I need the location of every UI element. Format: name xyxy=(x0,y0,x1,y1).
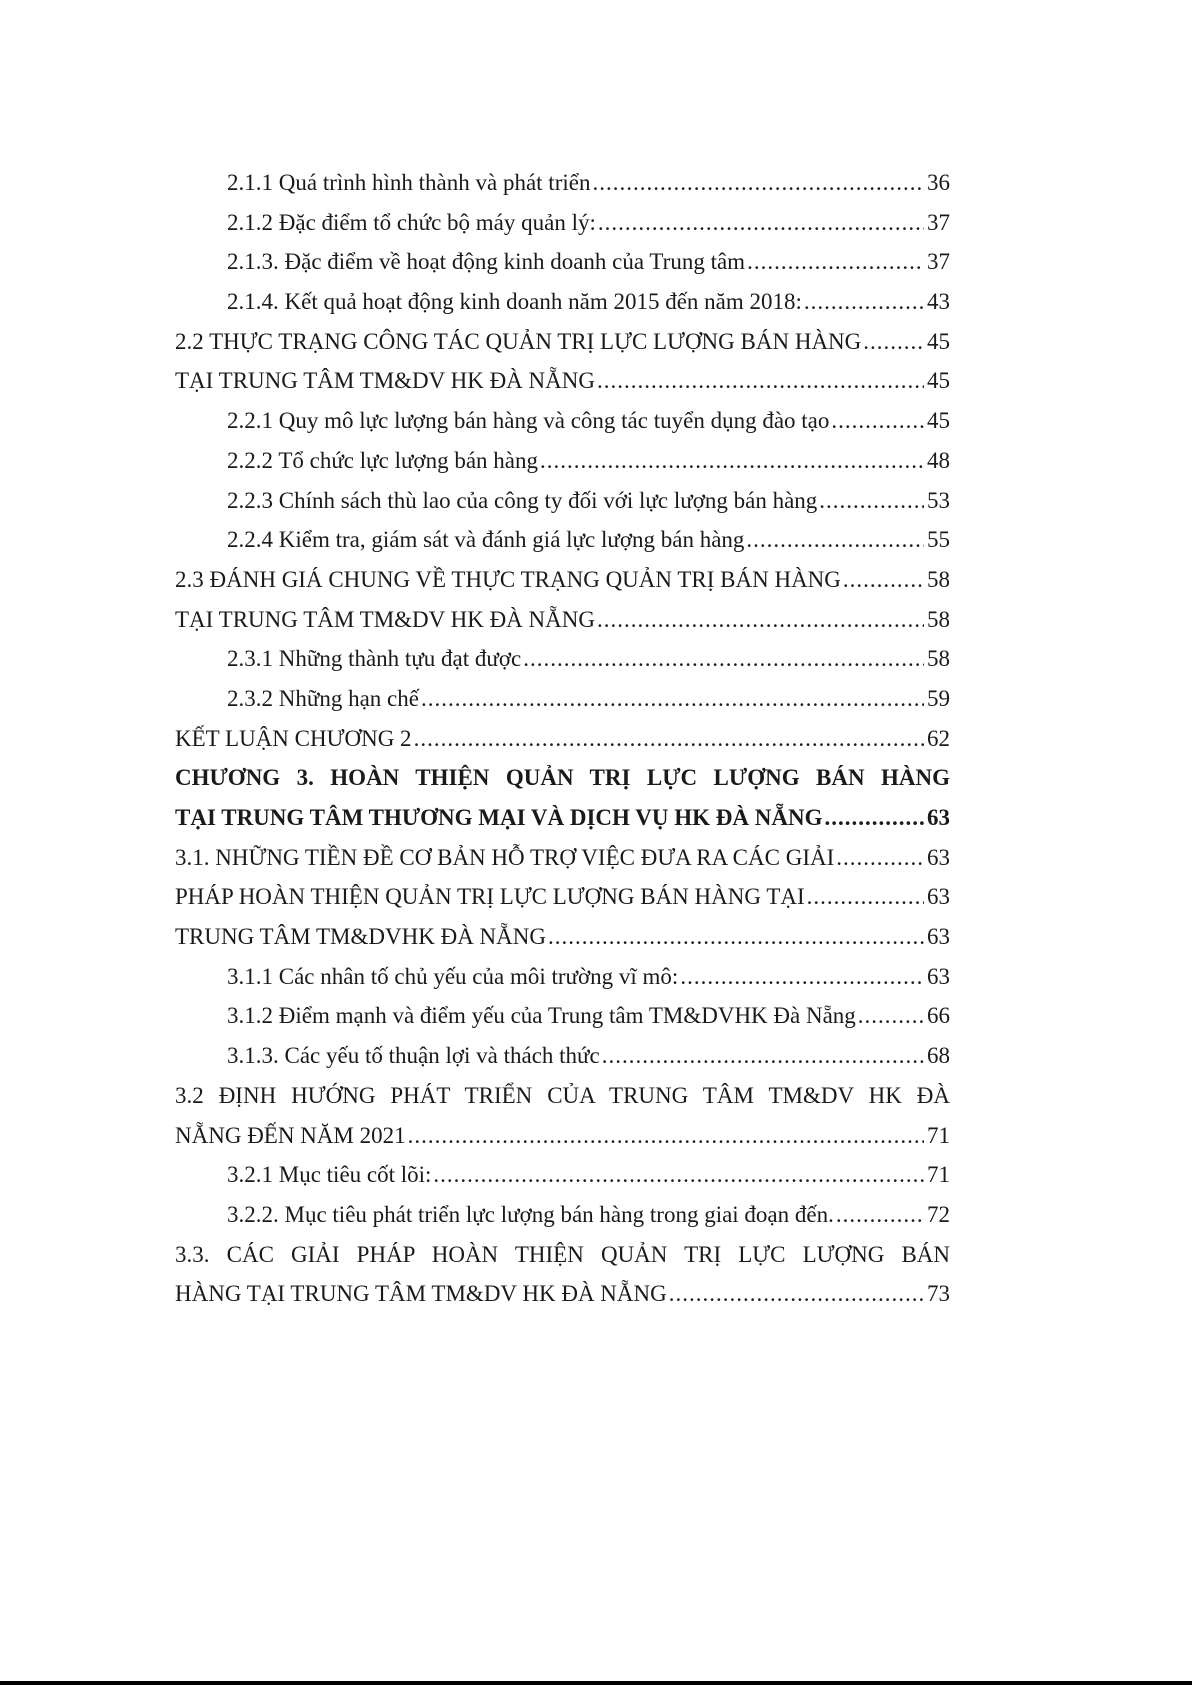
page-bottom-edge xyxy=(0,1681,1192,1685)
toc-entry xyxy=(175,368,950,408)
toc-entry-title: CHƯƠNG 3. HOÀN THIỆN QUẢN TRỊ LỰC LƯỢNG BÁN HÀNG xyxy=(175,765,950,791)
toc-entry xyxy=(175,329,950,369)
toc-entry xyxy=(175,1003,950,1043)
toc-entry-title: KẾT LUẬN CHƯƠNG 2 xyxy=(175,725,412,751)
toc-entry xyxy=(175,1123,950,1163)
toc-entry xyxy=(175,527,950,567)
toc-entry xyxy=(175,845,950,885)
dot-leader xyxy=(669,1281,924,1307)
dot-leader xyxy=(831,408,924,434)
dot-leader xyxy=(836,1202,924,1228)
toc-entry-page-number: 66 xyxy=(927,1003,950,1029)
toc-entry-page-number: 45 xyxy=(927,368,950,394)
dot-leader xyxy=(747,249,924,275)
dot-leader xyxy=(523,646,924,672)
dot-leader xyxy=(746,527,924,553)
toc-entry-title: 3.2.2. Mục tiêu phát triển lực lượng bán hàng trong giai đoạn đến. xyxy=(227,1201,834,1227)
toc-entry-page-number: 71 xyxy=(927,1162,950,1188)
dot-leader xyxy=(421,686,924,712)
toc-entry-title: 2.2.3 Chính sách thù lao của công ty đối với lực lượng bán hàng xyxy=(227,487,818,513)
toc-entry-page-number: 58 xyxy=(927,566,950,592)
toc-entry-title: 3.1.1 Các nhân tố chủ yếu của môi trường vĩ mô: xyxy=(227,963,679,989)
toc-entry-title: 2.2 THỰC TRẠNG CÔNG TÁC QUẢN TRỊ LỰC LƯỢNG BÁN HÀNG xyxy=(175,328,862,354)
toc-entry-title: TRUNG TÂM TM&DVHK ĐÀ NẴNG xyxy=(175,924,546,950)
dot-leader xyxy=(863,329,924,355)
toc-entry-page-number: 55 xyxy=(927,527,950,553)
toc-entry xyxy=(175,1202,950,1242)
toc-entry-title: 2.1.4. Kết quả hoạt động kinh doanh năm 2015 đến năm 2018: xyxy=(227,289,802,315)
dot-leader xyxy=(804,289,924,315)
toc-entry-title: 2.1.2 Đặc điểm tổ chức bộ máy quản lý: xyxy=(227,209,596,235)
toc-entry-page-number: 59 xyxy=(927,685,950,711)
toc-entry xyxy=(175,924,950,964)
toc-entry-page-number: 72 xyxy=(927,1201,950,1227)
toc-entry-page-number: 73 xyxy=(927,1281,950,1307)
toc-entry-title: TẠI TRUNG TÂM THƯƠNG MẠI VÀ DỊCH VỤ HK ĐÀ NẴNG xyxy=(175,805,823,830)
toc-entry xyxy=(175,1083,950,1123)
toc-entry-page-number: 37 xyxy=(927,249,950,275)
toc-entry xyxy=(175,210,950,250)
dot-leader xyxy=(408,1123,924,1149)
toc-entry xyxy=(175,607,950,647)
toc-entry-title: 2.1.1 Quá trình hình thành và phát triển xyxy=(227,170,591,195)
toc-entry-title: NẴNG ĐẾN NĂM 2021 xyxy=(175,1122,406,1148)
toc-entry-title: 2.3.2 Những hạn chế xyxy=(227,685,419,711)
toc-entry xyxy=(175,567,950,607)
dot-leader xyxy=(592,170,924,196)
toc-entry-title: 2.3.1 Những thành tựu đạt được xyxy=(227,646,522,672)
toc-entry xyxy=(175,765,950,805)
dot-leader xyxy=(433,1162,924,1188)
toc-entry xyxy=(175,646,950,686)
table-of-contents xyxy=(175,170,950,1321)
dot-leader xyxy=(597,368,924,394)
toc-entry xyxy=(175,964,950,1004)
toc-entry xyxy=(175,448,950,488)
toc-entry xyxy=(175,805,950,845)
toc-entry xyxy=(175,1162,950,1202)
toc-entry xyxy=(175,726,950,766)
toc-entry-title: 2.2.4 Kiểm tra, giám sát và đánh giá lực lượng bán hàng xyxy=(227,527,745,553)
toc-entry xyxy=(175,1281,950,1321)
dot-leader xyxy=(836,845,924,871)
toc-entry-title: 3.3. CÁC GIẢI PHÁP HOÀN THIỆN QUẢN TRỊ LỰC LƯỢNG BÁN xyxy=(175,1241,950,1267)
toc-entry-title: 3.2.1 Mục tiêu cốt lõi: xyxy=(227,1162,432,1188)
dot-leader xyxy=(548,924,924,950)
toc-entry-page-number: 45 xyxy=(927,328,950,354)
toc-entry xyxy=(175,170,950,210)
toc-entry xyxy=(175,1242,950,1282)
toc-entry-page-number: 53 xyxy=(927,487,950,513)
toc-entry-page-number: 45 xyxy=(927,408,950,434)
dot-leader xyxy=(819,488,924,514)
toc-entry-page-number: 63 xyxy=(927,924,950,950)
toc-entry xyxy=(175,884,950,924)
dot-leader xyxy=(602,1043,924,1069)
toc-entry xyxy=(175,289,950,329)
toc-entry-title: TẠI TRUNG TÂM TM&DV HK ĐÀ NẴNG xyxy=(175,368,595,394)
toc-entry-page-number: 37 xyxy=(927,209,950,235)
toc-entry-page-number: 68 xyxy=(927,1043,950,1069)
toc-entry-title: PHÁP HOÀN THIỆN QUẢN TRỊ LỰC LƯỢNG BÁN HÀNG TẠI xyxy=(175,884,805,910)
toc-entry-title: 3.1.3. Các yếu tố thuận lợi và thách thức xyxy=(227,1043,600,1069)
dot-leader xyxy=(843,567,924,593)
toc-entry-page-number: 48 xyxy=(927,447,950,473)
toc-entry-page-number: 62 xyxy=(927,725,950,751)
dot-leader xyxy=(680,964,924,990)
toc-entry-page-number: 58 xyxy=(927,646,950,672)
toc-entry xyxy=(175,686,950,726)
dot-leader xyxy=(597,607,924,633)
toc-entry-page-number: 63 xyxy=(927,963,950,989)
toc-entry-title: HÀNG TẠI TRUNG TÂM TM&DV HK ĐÀ NẴNG xyxy=(175,1281,667,1307)
toc-entry-title: 2.3 ĐÁNH GIÁ CHUNG VỀ THỰC TRẠNG QUẢN TRỊ BÁN HÀNG xyxy=(175,566,841,592)
dot-leader xyxy=(824,805,924,831)
toc-entry-title: 2.2.1 Quy mô lực lượng bán hàng và công tác tuyển dụng đào tạo xyxy=(227,408,830,434)
toc-entry xyxy=(175,488,950,528)
toc-entry-page-number: 63 xyxy=(927,805,950,830)
toc-entry xyxy=(175,1043,950,1083)
toc-entry-page-number: 63 xyxy=(927,844,950,870)
toc-entry-title: 2.2.2 Tổ chức lực lượng bán hàng xyxy=(227,447,539,473)
toc-entry-title: TẠI TRUNG TÂM TM&DV HK ĐÀ NẴNG xyxy=(175,606,595,632)
toc-entry xyxy=(175,249,950,289)
toc-entry xyxy=(175,408,950,448)
dot-leader xyxy=(414,726,924,752)
dot-leader xyxy=(858,1003,924,1029)
toc-entry-page-number: 43 xyxy=(927,289,950,315)
toc-entry-page-number: 71 xyxy=(927,1122,950,1148)
toc-entry-title: 3.1. NHỮNG TIỀN ĐỀ CƠ BẢN HỖ TRỢ VIỆC ĐƯA RA CÁC GIẢI xyxy=(175,844,835,870)
dot-leader xyxy=(807,884,924,910)
dot-leader xyxy=(540,448,924,474)
dot-leader xyxy=(598,210,924,236)
toc-entry-page-number: 36 xyxy=(927,170,950,195)
toc-entry-title: 3.2 ĐỊNH HƯỚNG PHÁT TRIỂN CỦA TRUNG TÂM TM&DV HK ĐÀ xyxy=(175,1082,950,1108)
toc-entry-page-number: 58 xyxy=(927,606,950,632)
toc-entry-page-number: 63 xyxy=(927,884,950,910)
toc-entry-title: 3.1.2 Điểm mạnh và điểm yếu của Trung tâm TM&DVHK Đà Nẵng xyxy=(227,1003,856,1029)
toc-entry-title: 2.1.3. Đặc điểm về hoạt động kinh doanh của Trung tâm xyxy=(227,249,746,275)
